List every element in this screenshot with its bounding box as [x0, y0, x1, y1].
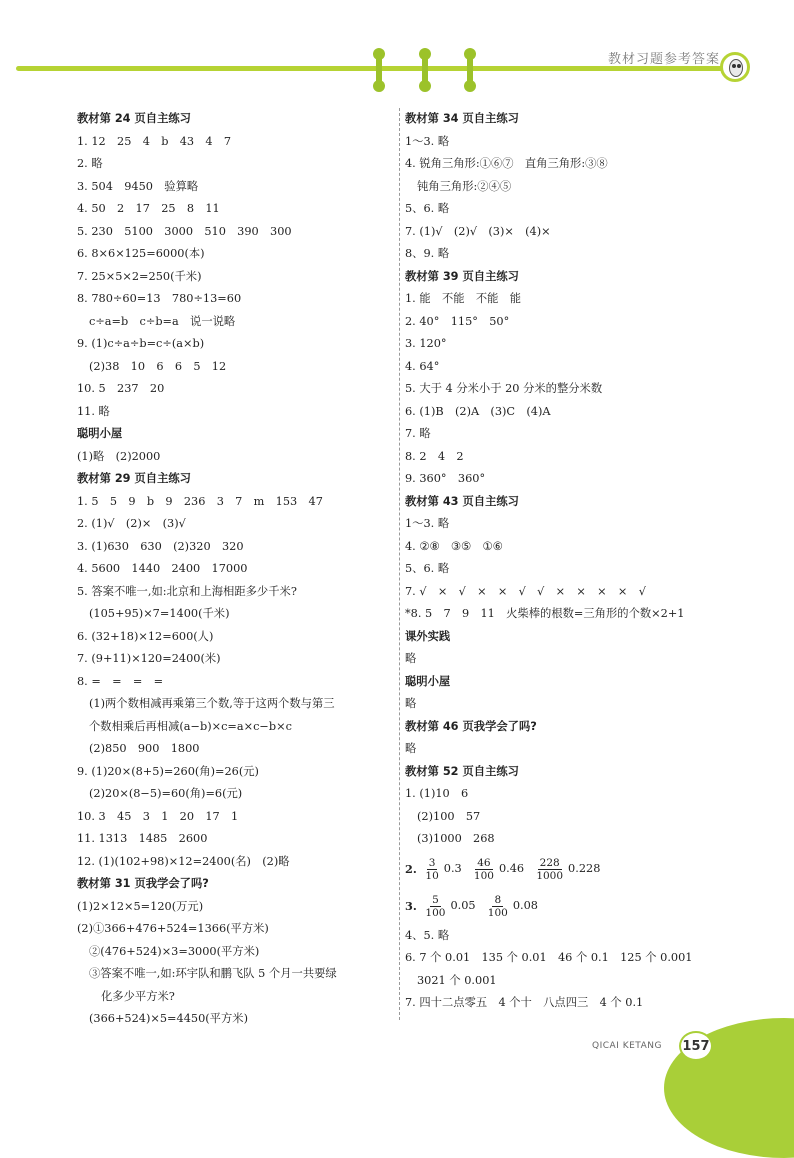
answer-line: 7. 略	[405, 427, 431, 440]
binder-clip-icon	[467, 50, 473, 90]
answer-line: (366+524)×5=4450(平方米)	[89, 1012, 248, 1025]
answer-line: 4、5. 略	[405, 928, 450, 942]
answer-line: 11. 1313 1485 2600	[77, 832, 208, 845]
answer-line: 个数相乘后再相减(a−b)×c=a×c−b×c	[89, 719, 292, 733]
answer-line: 7. √ × √ × × √ √ × × × × √	[405, 584, 646, 598]
answer-line: 4. 5600 1440 2400 17000	[77, 562, 248, 575]
answer-line: 1. (1)10 6	[405, 787, 469, 800]
answer-line: 4. ②⑧ ③⑤ ①⑥	[405, 539, 503, 553]
right-column	[405, 108, 735, 1015]
section-heading: 课外实践	[405, 629, 451, 643]
mascot-icon	[720, 52, 750, 82]
answer-line: 12. (1)(102+98)×12=2400(名) (2)略	[77, 854, 290, 868]
answer-line: 5. 230 5100 3000 510 390 300	[77, 224, 292, 238]
answer-line: 1. 12 25 4 b 43 4 7	[77, 134, 232, 148]
answer-line: (2)38 10 6 6 5 12	[89, 359, 227, 373]
answer-line: 3. (1)630 630 (2)320 320	[77, 539, 244, 553]
answer-line: 10. 3 45 3 1 20 17 1	[77, 809, 239, 823]
answer-line: 6. 8×6×125=6000(本)	[77, 247, 205, 260]
answer-line: 5、6. 略	[405, 202, 450, 215]
answer-line: 7. (9+11)×120=2400(米)	[77, 652, 221, 665]
answer-line: (2)850 900 1800	[89, 742, 200, 755]
answer-line-fractions-2: 2. $\frac{3}{10}$ 0.3 $\frac{46}{100}$ 0.46 $\frac{228}{1000}$ 0.228	[405, 856, 601, 882]
answer-line: 略	[405, 652, 417, 665]
answer-line: ②(476+524)×3=3000(平方米)	[89, 944, 260, 958]
answer-line: 3021 个 0.001	[417, 973, 497, 987]
answer-line: 9. (1)20×(8+5)=260(角)=26(元)	[77, 764, 259, 778]
answer-line: 3. 120°	[405, 337, 447, 350]
answer-line: 4. 50 2 17 25 8 11	[77, 202, 220, 215]
answer-line: (105+95)×7=1400(千米)	[89, 607, 230, 620]
column-divider	[399, 108, 400, 1020]
answer-line: (1)略 (2)2000	[77, 449, 161, 463]
answer-line: 1～3. 略	[405, 517, 450, 530]
footer-brand: QICAI KETANG	[592, 1041, 662, 1051]
answer-line: 化多少平方米?	[101, 989, 175, 1003]
section-heading: 教材第 52 页自主练习	[405, 764, 519, 778]
answer-line: (2)100 57	[417, 809, 481, 823]
answer-line: 4. 64°	[405, 359, 440, 373]
answer-line-fractions-3: 3. $\frac{5}{100}$ 0.05 $\frac{8}{100}$ 0.08	[405, 893, 538, 919]
fraction: $\frac{5}{100}$	[425, 893, 446, 919]
fraction: $\frac{3}{10}$	[425, 856, 439, 882]
answer-line: 1～3. 略	[405, 134, 450, 148]
section-heading: 教材第 43 页自主练习	[405, 494, 519, 508]
answer-line: 5、6. 略	[405, 562, 450, 575]
answer-line: 10. 5 237 20	[77, 382, 165, 395]
answer-line: 6. (1)B (2)A (3)C (4)A	[405, 404, 551, 418]
answer-line: *8. 5 7 9 11 火柴棒的根数=三角形的个数×2+1	[405, 607, 685, 620]
answer-line: 5. 大于 4 分米小于 20 分米的整分米数	[405, 382, 603, 395]
fraction: $\frac{8}{100}$	[487, 893, 508, 919]
answer-line: c÷a=b c÷b=a 说一说略	[89, 314, 236, 328]
answer-line: 略	[405, 697, 417, 710]
answer-line: (3)1000 268	[417, 832, 495, 845]
answer-line: 略	[405, 742, 417, 755]
answer-line: 1. 5 5 9 b 9 236 3 7 m 153 47	[77, 494, 323, 508]
answer-line: 5. 答案不唯一,如:北京和上海相距多少千米?	[77, 584, 297, 598]
left-column	[77, 108, 392, 1031]
binder-clip-icon	[422, 50, 428, 90]
answer-line: 9. (1)c÷a÷b=c÷(a×b)	[77, 337, 205, 350]
section-heading: 教材第 46 页我学会了吗?	[405, 719, 537, 733]
answer-line: (1)2×12×5=120(万元)	[77, 899, 204, 913]
answer-line: (1)两个数相减再乘第三个数,等于这两个数与第三	[89, 697, 335, 710]
answer-line: 8. = = = =	[77, 674, 164, 688]
answer-line: 7. (1)√ (2)√ (3)× (4)×	[405, 224, 551, 238]
section-heading: 聪明小屋	[77, 427, 123, 440]
header-title: 教材习题参考答案	[608, 52, 721, 67]
section-heading: 教材第 34 页自主练习	[405, 112, 519, 125]
answer-line: 8、9. 略	[405, 247, 450, 260]
answer-line: 2. (1)√ (2)× (3)√	[77, 517, 186, 530]
answer-line: 6. (32+18)×12=600(人)	[77, 629, 214, 643]
answer-line: 2. 40° 115° 50°	[405, 314, 510, 328]
answer-line: ③答案不唯一,如:环宇队和鹏飞队 5 个月一共要绿	[89, 967, 337, 980]
section-heading: 聪明小屋	[405, 674, 451, 688]
answer-line: 8. 780÷60=13 780÷13=60	[77, 292, 242, 305]
answer-line: 7. 四十二点零五 4 个十 八点四三 4 个 0.1	[405, 996, 644, 1009]
section-heading: 教材第 29 页自主练习	[77, 472, 191, 485]
section-heading: 教材第 31 页我学会了吗?	[77, 877, 209, 890]
answer-line: 2. 略	[77, 157, 103, 170]
answer-line: (2)20×(8−5)=60(角)=6(元)	[89, 787, 243, 800]
answer-line: 钝角三角形:②④⑤	[417, 179, 512, 193]
section-heading: 教材第 39 页自主练习	[405, 269, 519, 283]
fraction: $\frac{228}{1000}$	[536, 856, 564, 882]
answer-line: 3. 504 9450 验算略	[77, 179, 199, 193]
section-heading: 教材第 24 页自主练习	[77, 112, 191, 125]
fraction: $\frac{46}{100}$	[473, 856, 494, 882]
answer-line: 11. 略	[77, 404, 110, 418]
answer-line: 8. 2 4 2	[405, 449, 464, 463]
answer-line: 9. 360° 360°	[405, 472, 486, 485]
binder-clip-icon	[376, 50, 382, 90]
answer-line: 4. 锐角三角形:①⑥⑦ 直角三角形:③⑧	[405, 157, 608, 170]
answer-line: 7. 25×5×2=250(千米)	[77, 269, 202, 283]
answer-line: 1. 能 不能 不能 能	[405, 292, 522, 305]
answer-line: (2)①366+476+524=1366(平方米)	[77, 922, 269, 935]
answer-line: 6. 7 个 0.01 135 个 0.01 46 个 0.1 125 个 0.001	[405, 951, 693, 964]
page-number: 157	[679, 1031, 713, 1061]
